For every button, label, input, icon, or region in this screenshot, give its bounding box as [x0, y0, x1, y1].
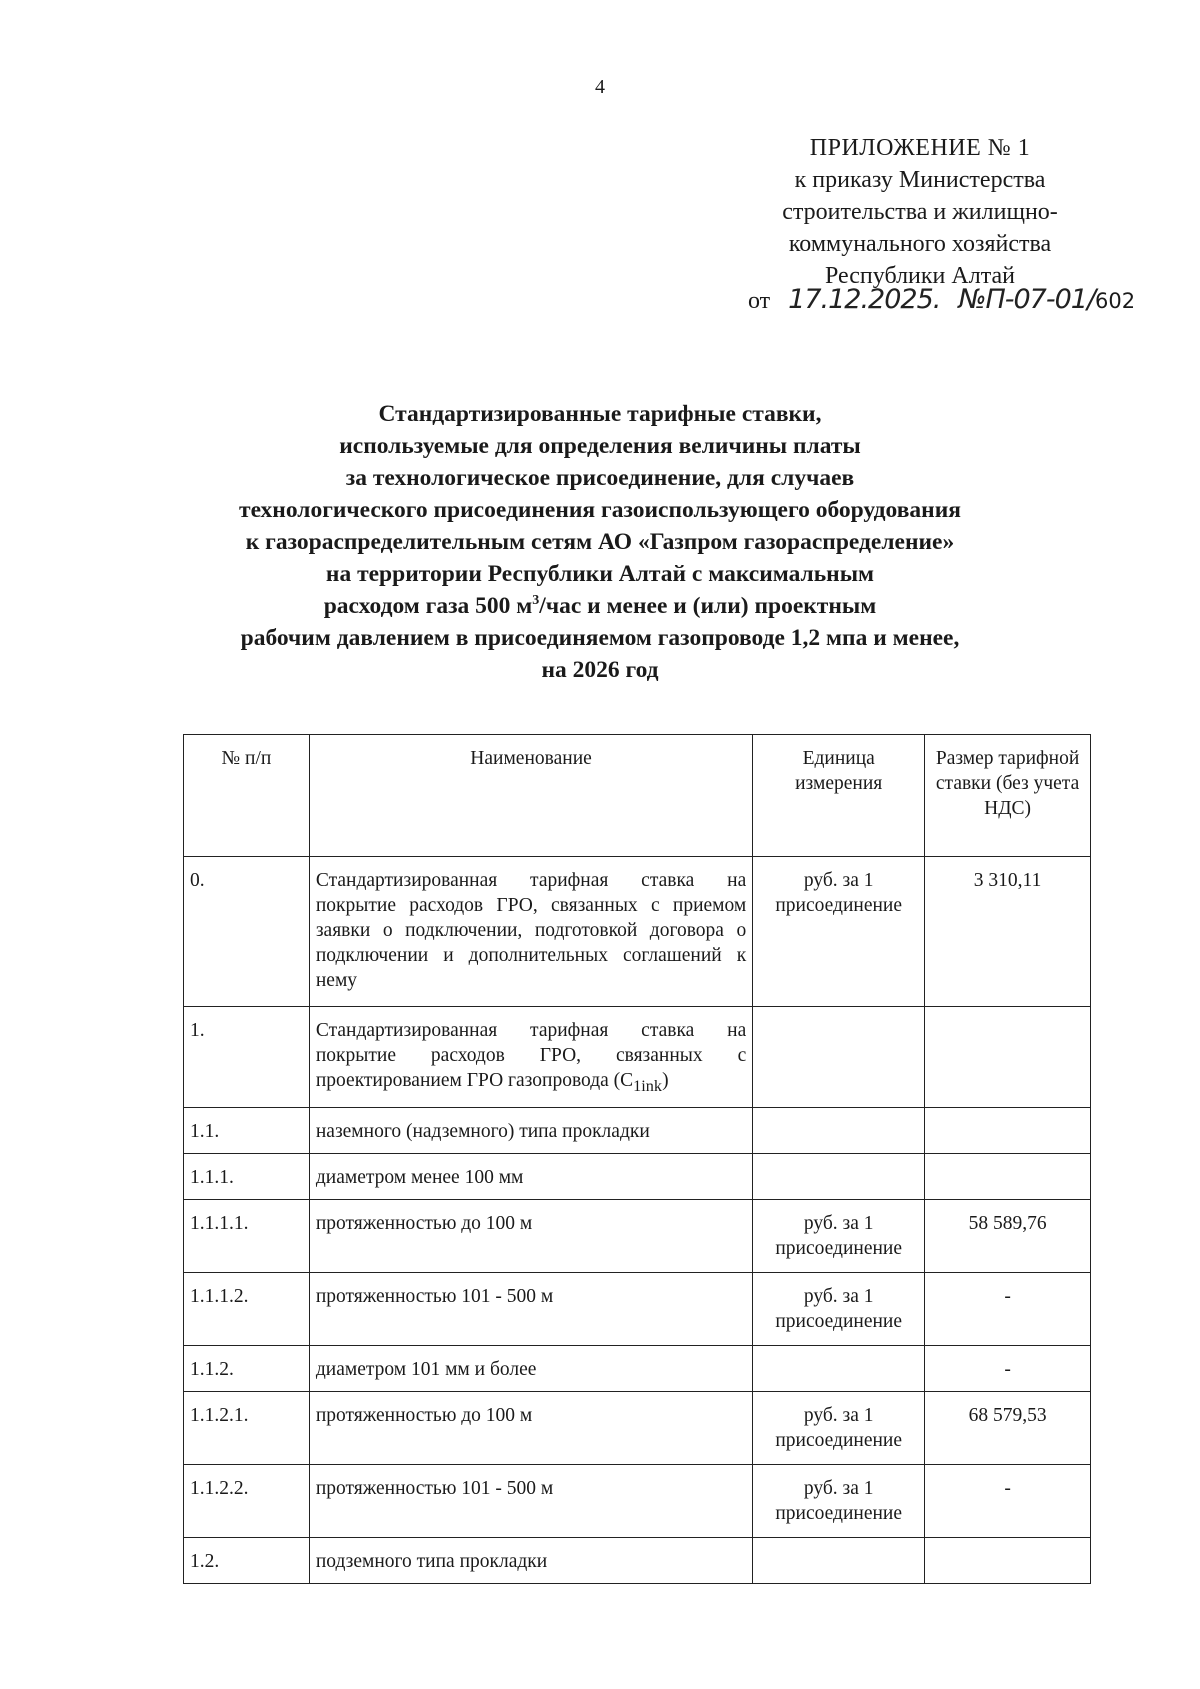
table-row	[184, 1464, 1091, 1537]
row-value: -	[925, 1345, 1091, 1391]
row-value: 3 310,11	[925, 857, 1091, 1007]
appendix-line-2: строительства и жилищно-	[782, 199, 1058, 225]
row-unit: руб. за 1 присоединение	[753, 1199, 925, 1272]
row-unit	[753, 1007, 925, 1108]
order-date-line	[748, 284, 1135, 315]
table-row	[184, 857, 1091, 1007]
order-number: 602	[1095, 289, 1136, 313]
title-line-3: за технологическое присоединение, для случаев	[345, 465, 855, 491]
title-line-4: технологического присоединения газоиспользующего оборудования	[239, 497, 961, 523]
row-num: 0.	[184, 857, 310, 1007]
row-value: 58 589,76	[925, 1199, 1091, 1272]
row-name: протяженностью 101 - 500 м	[309, 1272, 752, 1345]
title-line-5: к газораспределительным сетям АО «Газпром газораспределение»	[245, 529, 955, 555]
row-num: 1.1.2.1.	[184, 1391, 310, 1464]
row-value	[925, 1007, 1091, 1108]
row-value: -	[925, 1272, 1091, 1345]
title-line-9: на 2026 год	[541, 657, 659, 683]
row-name: протяженностью 101 - 500 м	[309, 1464, 752, 1537]
title-line-7: расходом газа 500 $м^3$/час и менее и (или) проектным	[323, 593, 877, 619]
header-num: № п/п	[184, 735, 310, 857]
row-value: -	[925, 1464, 1091, 1537]
row-name: протяженностью до 100 м	[309, 1199, 752, 1272]
tariff-table	[183, 734, 1091, 1584]
table-row	[184, 1391, 1091, 1464]
row-unit	[753, 1537, 925, 1583]
row-name: подземного типа прокладки	[309, 1537, 752, 1583]
title-line-1: Стандартизированные тарифные ставки,	[378, 401, 822, 427]
row-value	[925, 1107, 1091, 1153]
row-value	[925, 1537, 1091, 1583]
row-num: 1.1.2.	[184, 1345, 310, 1391]
appendix-line-1: к приказу Министерства	[794, 167, 1046, 193]
row-name: диаметром 101 мм и более	[309, 1345, 752, 1391]
row-num: 1.2.	[184, 1537, 310, 1583]
row-unit	[753, 1107, 925, 1153]
header-value: Размер тарифной ставки (без учета НДС)	[925, 735, 1091, 857]
table-row	[184, 1272, 1091, 1345]
table-row	[184, 1345, 1091, 1391]
handwritten-order-number: №П-07-01/	[958, 284, 1096, 315]
row-num: 1.1.1.1.	[184, 1199, 310, 1272]
row-name: диаметром менее 100 мм	[309, 1153, 752, 1199]
title-line-8: рабочим давлением в присоединяемом газопроводе 1,2 мпа и менее,	[240, 625, 960, 651]
row-unit: руб. за 1 присоединение	[753, 1464, 925, 1537]
row-num: 1.1.	[184, 1107, 310, 1153]
row-unit	[753, 1153, 925, 1199]
from-label: от	[748, 288, 771, 314]
row-value: 68 579,53	[925, 1391, 1091, 1464]
table-row	[184, 1153, 1091, 1199]
header-name: Наименование	[309, 735, 752, 857]
row-unit: руб. за 1 присоединение	[753, 1272, 925, 1345]
row-name: протяженностью до 100 м	[309, 1391, 752, 1464]
page-number: 4	[595, 76, 605, 98]
row-num: 1.1.2.2.	[184, 1464, 310, 1537]
row-num: 1.1.1.	[184, 1153, 310, 1199]
appendix-header	[760, 132, 1080, 292]
table-header-row	[184, 735, 1091, 857]
table-row	[184, 1199, 1091, 1272]
table-row	[184, 1537, 1091, 1583]
appendix-title: ПРИЛОЖЕНИЕ № 1	[809, 135, 1031, 161]
row-name: Стандартизированная тарифная ставка на покрытие расходов ГРО, связанных с приемом заявки о подключении, подготовкой договора о подключении и дополнительных соглашений к нему	[309, 857, 752, 1007]
title-line-2: используемые для определения величины платы	[339, 433, 861, 459]
row-value	[925, 1153, 1091, 1199]
appendix-line-4: Республики Алтай	[825, 263, 1015, 289]
row-unit: руб. за 1 присоединение	[753, 857, 925, 1007]
row-name: наземного (надземного) типа прокладки	[309, 1107, 752, 1153]
row-unit: руб. за 1 присоединение	[753, 1391, 925, 1464]
header-unit: Единица измерения	[753, 735, 925, 857]
row-num: 1.1.1.2.	[184, 1272, 310, 1345]
handwritten-date: 17.12.2025.	[788, 284, 941, 315]
row-num: 1.	[184, 1007, 310, 1108]
document-title	[150, 398, 1050, 686]
title-line-6: на территории Республики Алтай с максимальным	[325, 561, 875, 587]
row-unit	[753, 1345, 925, 1391]
table-row	[184, 1007, 1091, 1108]
appendix-line-3: коммунального хозяйства	[788, 231, 1052, 257]
row-name: Стандартизированная тарифная ставка на покрытие расходов ГРО, связанных с проектированием ГРО газопровода $(C_{1ink})$	[309, 1007, 752, 1108]
table-row	[184, 1107, 1091, 1153]
